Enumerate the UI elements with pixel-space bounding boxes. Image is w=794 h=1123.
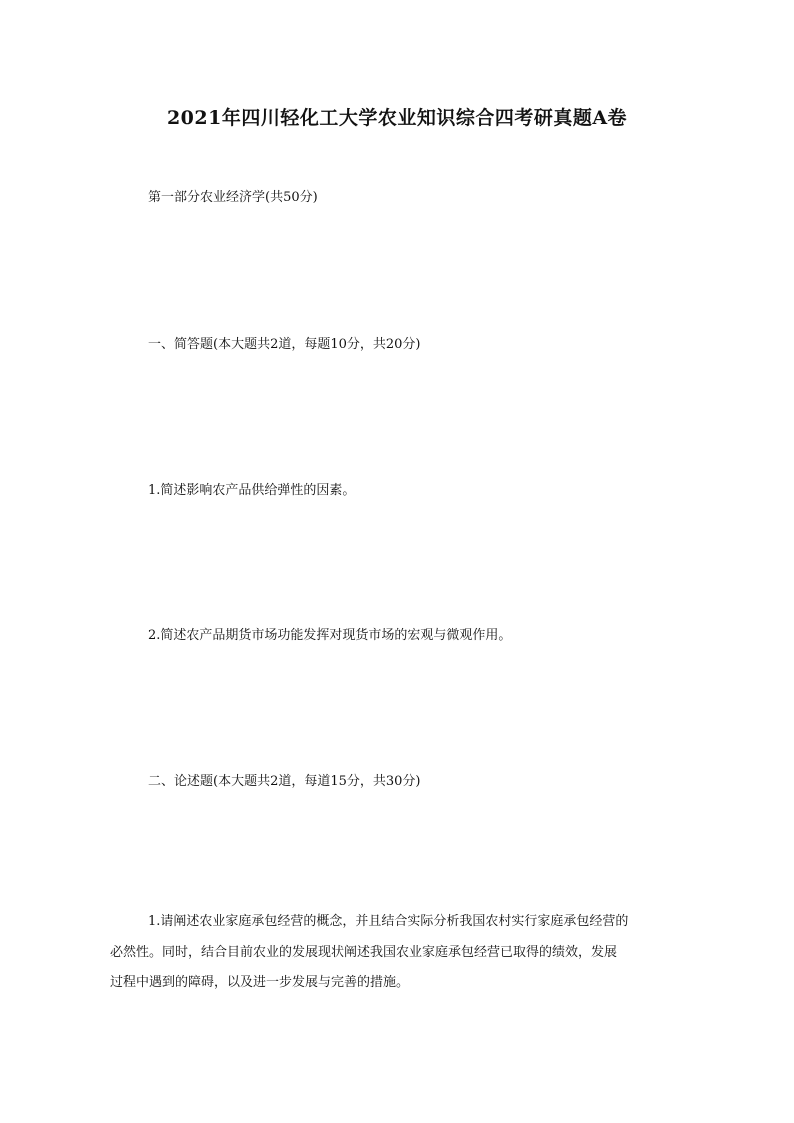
document-title: 2021年四川轻化工大学农业知识综合四考研真题A卷 (166, 107, 628, 129)
question-2-1-line-1: 1.请阐述农业家庭承包经营的概念，并且结合实际分析我国农村实行家庭承包经营的 (148, 914, 629, 929)
section-1-heading: 一、简答题(本大题共2道，每题10分，共20分) (148, 337, 421, 352)
question-1-2: 2.简述农产品期货市场功能发挥对现货市场的宏观与微观作用。 (148, 628, 512, 643)
part-heading: 第一部分农业经济学(共50分) (148, 190, 318, 205)
question-1-1: 1.简述影响农产品供给弹性的因素。 (148, 483, 356, 498)
question-2-1-line-3: 过程中遇到的障碍，以及进一步发展与完善的措施。 (110, 975, 410, 990)
question-2-1 (110, 907, 676, 999)
question-2-1-line-2: 必然性。同时，结合目前农业的发展现状阐述我国农业家庭承包经营已取得的绩效，发展 (110, 944, 618, 960)
section-2-heading: 二、论述题(本大题共2道，每道15分，共30分) (148, 774, 421, 789)
